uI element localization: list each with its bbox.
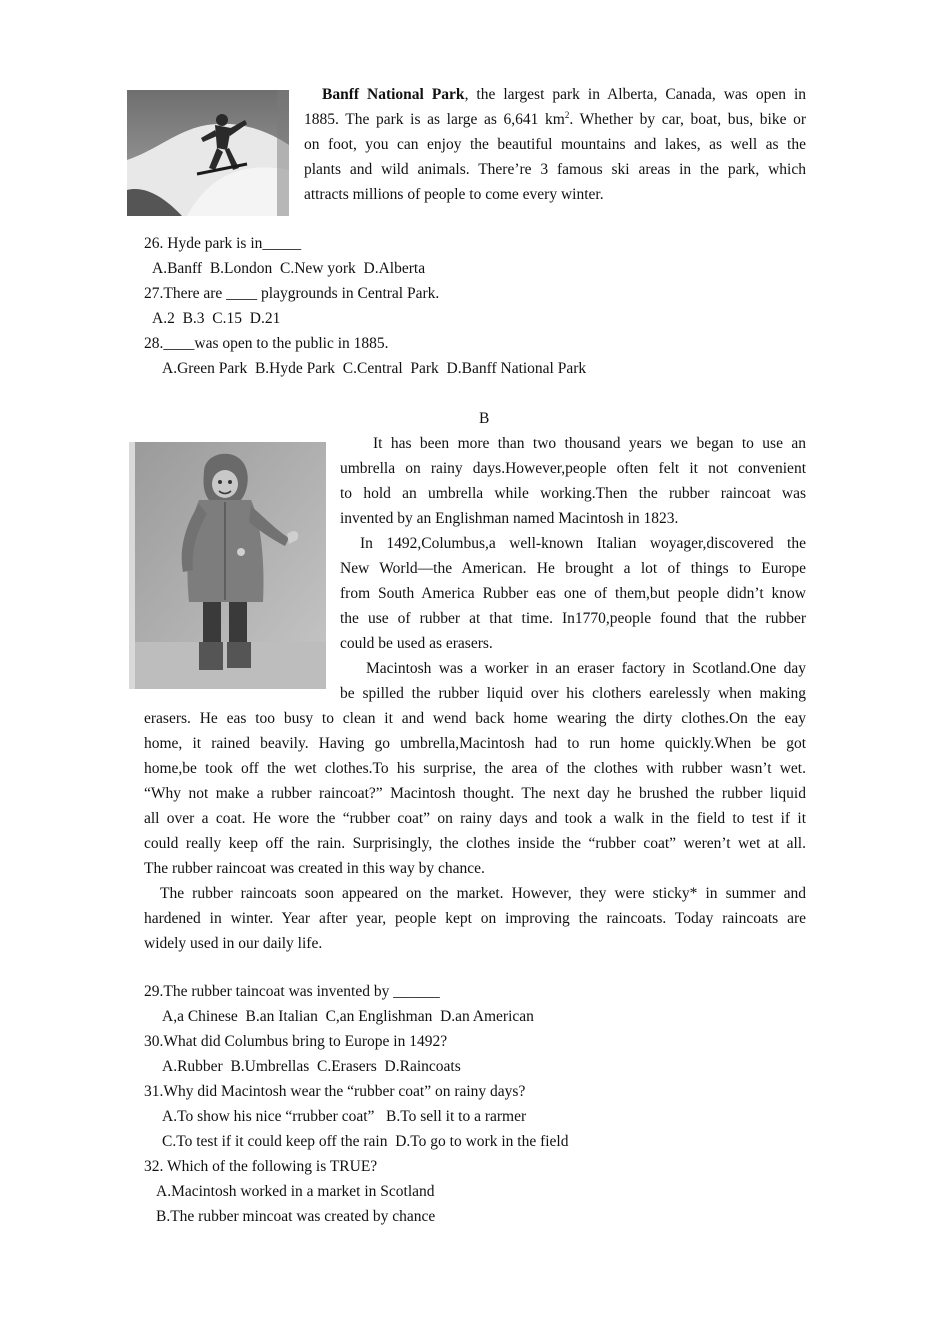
passage-line: hardened in winter. Year after year, people kept on improving the raincoats. Today raincoats are <box>144 910 806 927</box>
passage-line: In 1492,Columbus,a well-known Italian woyager,discovered the <box>360 535 806 552</box>
passage-line: It has been more than two thousand years we began to use an <box>373 435 806 452</box>
passage-line: 1885. The park is as large as 6,641 km <box>304 111 565 128</box>
passage-line: to hold an umbrella while working.Then the rubber raincoat was <box>340 485 806 502</box>
question-28-options: A.Green Park B.Hyde Park C.Central Park D.Banff National Park <box>162 360 587 377</box>
banff-passage <box>304 82 806 207</box>
passage-line: all over a coat. He wore the “rubber coat” on rainy days and took a walk in the field to test if it <box>144 810 806 827</box>
question-28-stem: 28.____was open to the public in 1885. <box>144 335 389 352</box>
passage-line: could really keep off the rain. Surprisingly, the clothes inside the “rubber coat” weren’t wet at all. <box>144 835 806 852</box>
question-32-options: B.The rubber mincoat was created by chance <box>156 1208 436 1225</box>
passage-line: The rubber raincoats soon appeared on the market. However, they were sticky* in summer and <box>160 885 806 902</box>
passage-line: invented by an Englishman named Macintosh in 1823. <box>340 510 679 527</box>
question-30-options: A.Rubber B.Umbrellas C.Erasers D.Raincoats <box>162 1058 461 1075</box>
passage-line: be spilled the rubber liquid over his clothers earelessly when making <box>340 685 806 702</box>
question-31-stem: 31.Why did Macintosh wear the “rubber coat” on rainy days? <box>144 1083 526 1100</box>
passage-line: Macintosh was a worker in an eraser factory in Scotland.One day <box>366 660 806 677</box>
passage-line: “Why not make a rubber raincoat?” Macintosh thought. The next day he brushed the rubber liquid <box>144 785 806 802</box>
passage-line: . Whether by car, boat, bus, bike or <box>569 111 806 128</box>
passage-line: home, it rained beavily. Having go umbrella,Macintosh had to run home quickly.When be got <box>144 735 806 752</box>
passage-line: home,be took off the wet clothes.To his surprise, the area of the clothes with rubber wasn’t wet. <box>144 760 806 777</box>
park-name: Banff National Park <box>322 86 465 103</box>
question-26-stem: 26. Hyde park is in_____ <box>144 235 302 252</box>
question-27-options: A.2 B.3 C.15 D.21 <box>152 310 281 327</box>
passage-line: could be used as erasers. <box>340 635 493 652</box>
passage-line: , the largest park in Alberta, Canada, was open in <box>464 86 806 103</box>
passage-line: on foot, you can enjoy the beautiful mountains and lakes, as well as the <box>304 136 806 153</box>
question-29-stem: 29.The rubber taincoat was invented by ______ <box>144 983 440 1000</box>
question-26-options: A.Banff B.London C.New york D.Alberta <box>152 260 426 277</box>
skier-photo <box>127 90 289 216</box>
question-32-stem: 32. Which of the following is TRUE? <box>144 1158 378 1175</box>
passage-line: New World—the American. He brought a lot of things to Europe <box>340 560 806 577</box>
raincoat-passage-bottom <box>144 706 806 956</box>
superscript: 2 <box>564 109 570 120</box>
passage-line: the use of rubber at that time. In1770,people found that the rubber <box>340 610 806 627</box>
raincoat-passage-top <box>340 431 806 706</box>
passage-line: umbrella on rainy days.However,people often felt it not convenient <box>340 460 806 477</box>
question-31-options: A.To show his nice “rrubber coat” B.To sell it to a rarmer <box>162 1108 527 1125</box>
passage-line: from South America Rubber eas one of them,but people didn’t know <box>340 585 806 602</box>
section-heading: B <box>479 410 490 427</box>
passage-line: The rubber raincoat was created in this way by chance. <box>144 860 485 877</box>
passage-line: attracts millions of people to come every winter. <box>304 186 604 203</box>
question-31-options: C.To test if it could keep off the rain D.To go to work in the field <box>162 1133 569 1150</box>
passage-line: plants and wild animals. There’re 3 famous ski areas in the park, which <box>304 161 806 178</box>
question-30-stem: 30.What did Columbus bring to Europe in 1492? <box>144 1033 448 1050</box>
child-raincoat-photo <box>129 442 326 689</box>
question-27-stem: 27.There are ____ playgrounds in Central Park. <box>144 285 440 302</box>
passage-line: erasers. He eas too busy to clean it and wend back home wearing the dirty clothes.On the eay <box>144 710 806 727</box>
question-32-options: A.Macintosh worked in a market in Scotland <box>156 1183 435 1200</box>
question-29-options: A,a Chinese B.an Italian C,an Englishman D.an American <box>162 1008 534 1025</box>
passage-line: widely used in our daily life. <box>144 935 323 952</box>
